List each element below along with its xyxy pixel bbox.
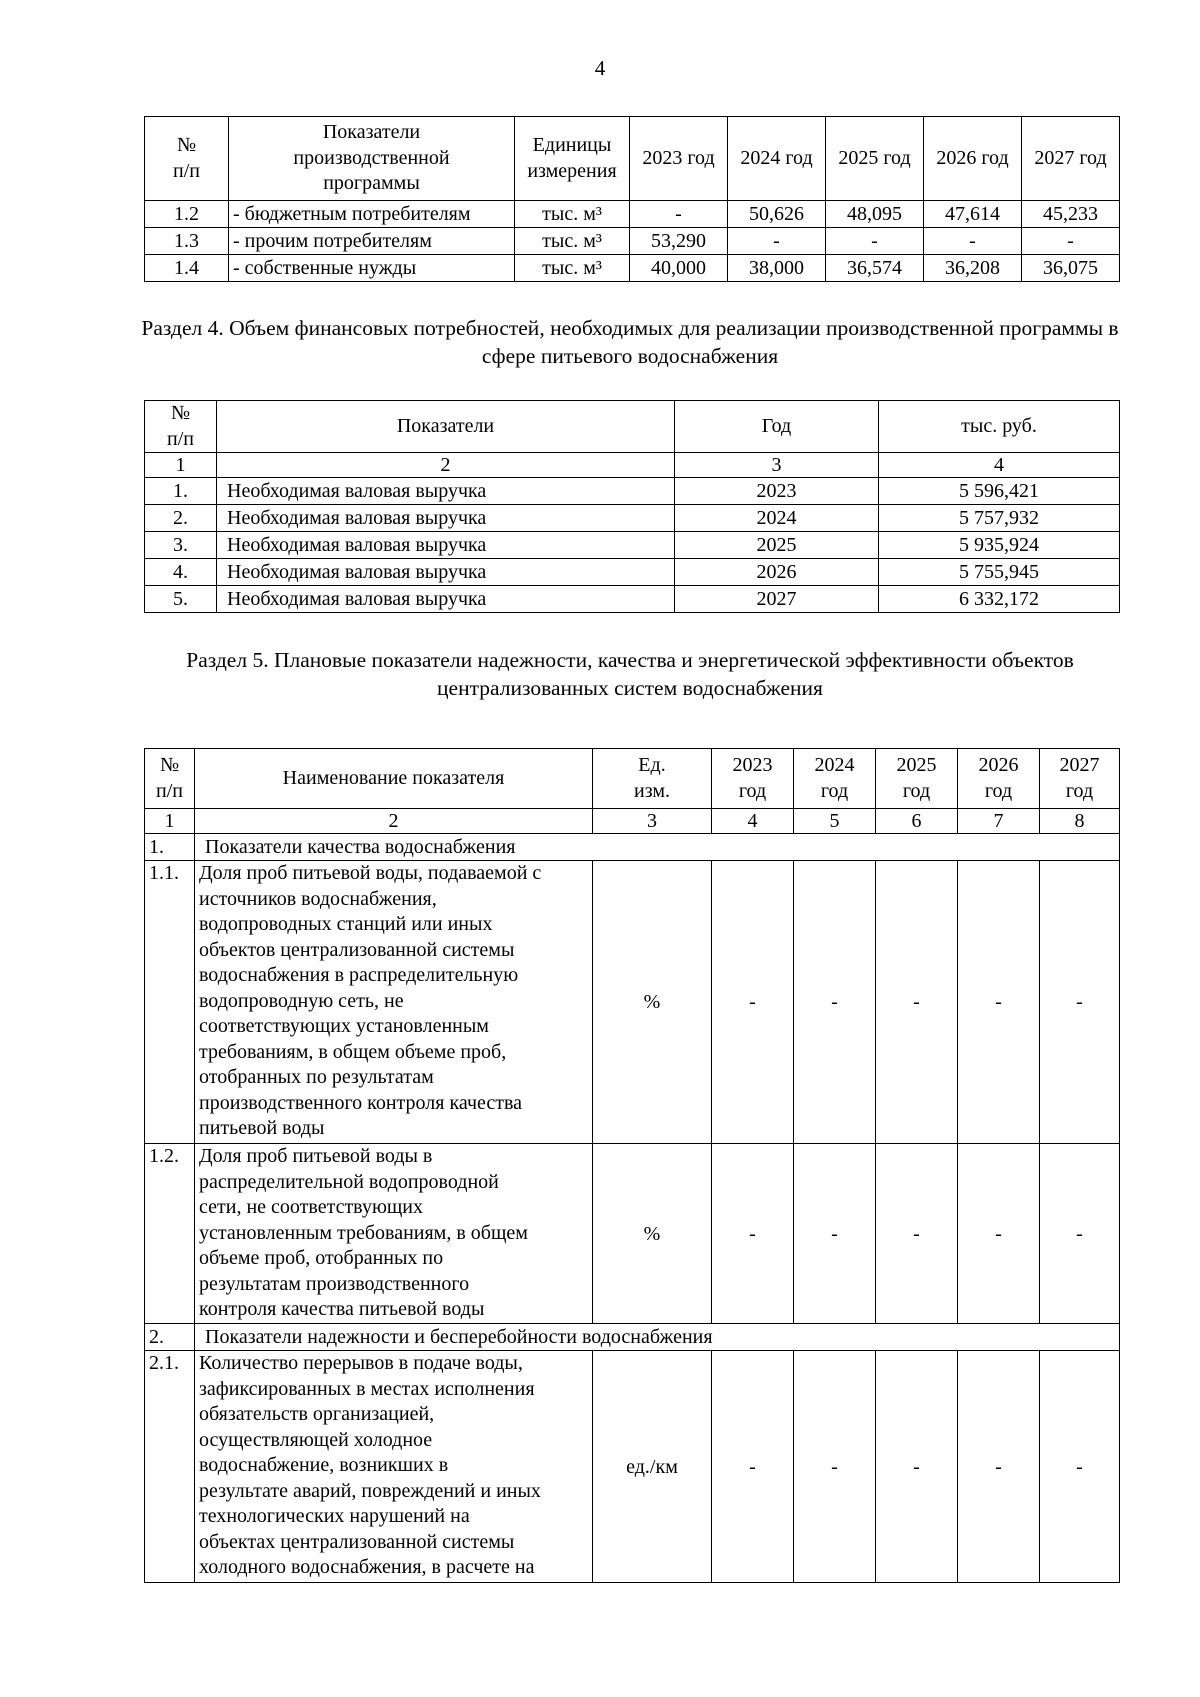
value-2023: -: [712, 1144, 794, 1324]
row-num: 2.1.: [145, 1351, 195, 1583]
row-year: 2026: [675, 559, 879, 586]
header-indicators: Показатели производственной программы: [229, 117, 515, 201]
header-2027: 2027 год: [1040, 749, 1120, 809]
row-num: 1.2: [145, 201, 229, 228]
row-name: - бюджетным потребителям: [229, 201, 515, 228]
row-unit: тыс. м³: [515, 201, 630, 228]
value-2025: -: [876, 861, 958, 1144]
header-indicators: Показатели: [217, 401, 675, 453]
value-2025: 36,574: [826, 255, 924, 282]
value-2025: 48,095: [826, 201, 924, 228]
row-num: 1.2.: [145, 1144, 195, 1324]
group-num: 1.: [145, 834, 195, 861]
table-row: [145, 532, 1120, 559]
value-2027: 45,233: [1022, 201, 1120, 228]
table-row: [145, 478, 1120, 505]
value-2025: -: [876, 1144, 958, 1324]
row-value: 5 755,945: [879, 559, 1120, 586]
value-2026: -: [958, 1144, 1040, 1324]
header-unit: Ед. изм.: [593, 749, 712, 809]
header-num: № п/п: [145, 401, 217, 453]
value-2026: 47,614: [924, 201, 1022, 228]
header-2026: 2026 год: [958, 749, 1040, 809]
value-2027: -: [1022, 228, 1120, 255]
row-unit: тыс. м³: [515, 228, 630, 255]
value-2026: -: [958, 1351, 1040, 1583]
row-num: 4.: [145, 559, 217, 586]
row-year: 2024: [675, 505, 879, 532]
row-unit: тыс. м³: [515, 255, 630, 282]
row-num: 5.: [145, 586, 217, 613]
header-2025: 2025 год: [876, 749, 958, 809]
reliability-indicators-table: [144, 748, 1120, 1583]
group-num: 2.: [145, 1324, 195, 1351]
header-year: Год: [675, 401, 879, 453]
row-year: 2025: [675, 532, 879, 559]
col-number: 7: [958, 809, 1040, 834]
value-2025: -: [826, 228, 924, 255]
col-number: 4: [879, 453, 1120, 478]
col-number: 5: [794, 809, 876, 834]
value-2024: 38,000: [728, 255, 826, 282]
col-number: 3: [593, 809, 712, 834]
value-2026: -: [924, 228, 1022, 255]
row-unit: %: [593, 861, 712, 1144]
table-row: [145, 586, 1120, 613]
value-2023: -: [630, 201, 728, 228]
column-numbers-row: [145, 453, 1120, 478]
col-number: 1: [145, 809, 195, 834]
header-2023: 2023 год: [712, 749, 794, 809]
production-program-table: [144, 116, 1120, 282]
col-number: 2: [217, 453, 675, 478]
column-numbers-row: [145, 809, 1120, 834]
row-num: 1.4: [145, 255, 229, 282]
row-value: 5 757,932: [879, 505, 1120, 532]
row-name: Необходимая валовая выручка: [217, 559, 675, 586]
table-row: [145, 1144, 1120, 1324]
value-2026: 36,208: [924, 255, 1022, 282]
header-thousand-rub: тыс. руб.: [879, 401, 1120, 453]
col-number: 1: [145, 453, 217, 478]
row-value: 6 332,172: [879, 586, 1120, 613]
row-num: 3.: [145, 532, 217, 559]
row-year: 2023: [675, 478, 879, 505]
value-2024: -: [794, 861, 876, 1144]
row-num: 2.: [145, 505, 217, 532]
financial-needs-table: [144, 400, 1120, 613]
value-2024: -: [794, 1144, 876, 1324]
table-row: [145, 228, 1120, 255]
page-number: 4: [594, 56, 606, 80]
col-number: 3: [675, 453, 879, 478]
value-2024: 50,626: [728, 201, 826, 228]
header-indicator-name: Наименование показателя: [195, 749, 593, 809]
row-name: Необходимая валовая выручка: [217, 505, 675, 532]
table-row: [145, 505, 1120, 532]
row-name: Количество перерывов в подаче воды, зафиксированных в местах исполнения обязательств организацией, осуществляющей холодное водоснабжение, возникших в результате аварий, повреждений и иных технологических нарушений на объектах централизованной системы холодного водоснабжения, в расчете на: [195, 1351, 593, 1583]
header-2026: 2026 год: [924, 117, 1022, 201]
value-2023: -: [712, 861, 794, 1144]
header-2023: 2023 год: [630, 117, 728, 201]
table-row: [145, 861, 1120, 1144]
row-name: Необходимая валовая выручка: [217, 532, 675, 559]
row-name: - собственные нужды: [229, 255, 515, 282]
header-num: № п/п: [145, 749, 195, 809]
row-num: 1.: [145, 478, 217, 505]
row-name: Доля проб питьевой воды, подаваемой с источников водоснабжения, водопроводных станций или иных объектов централизованной системы водоснабжения в распределительную водопроводную сеть, не соответствующих установленным требованиям, в общем объеме проб, отобранных по результатам производственного контроля качества питьевой воды: [195, 861, 593, 1144]
value-2027: 36,075: [1022, 255, 1120, 282]
row-year: 2027: [675, 586, 879, 613]
row-value: 5 596,421: [879, 478, 1120, 505]
group-row: [145, 1324, 1120, 1351]
col-number: 6: [876, 809, 958, 834]
row-unit: ед./км: [593, 1351, 712, 1583]
value-2025: -: [876, 1351, 958, 1583]
section5-title: Раздел 5. Плановые показатели надежности, качества и энергетической эффективности объектов централизованных систем водоснабжения: [186, 648, 1074, 700]
table-row: [145, 201, 1120, 228]
table-row: [145, 1351, 1120, 1583]
row-name: - прочим потребителям: [229, 228, 515, 255]
group-name: Показатели качества водоснабжения: [195, 834, 1120, 861]
header-2027: 2027 год: [1022, 117, 1120, 201]
row-num: 1.3: [145, 228, 229, 255]
row-name: Доля проб питьевой воды в распределительной водопроводной сети, не соответствующих установленным требованиям, в общем объеме проб, отобранных по результатам производственного контроля качества питьевой воды: [195, 1144, 593, 1324]
value-2027: -: [1040, 1351, 1120, 1583]
header-units: Единицы измерения: [515, 117, 630, 201]
row-num: 1.1.: [145, 861, 195, 1144]
row-name: Необходимая валовая выручка: [217, 478, 675, 505]
header-2025: 2025 год: [826, 117, 924, 201]
header-2024: 2024 год: [794, 749, 876, 809]
col-number: 4: [712, 809, 794, 834]
header-num: № п/п: [145, 117, 229, 201]
group-name: Показатели надежности и бесперебойности водоснабжения: [195, 1324, 1120, 1351]
row-unit: %: [593, 1144, 712, 1324]
value-2027: -: [1040, 861, 1120, 1144]
table-row: [145, 559, 1120, 586]
header-2024: 2024 год: [728, 117, 826, 201]
value-2026: -: [958, 861, 1040, 1144]
table-row: [145, 255, 1120, 282]
col-number: 2: [195, 809, 593, 834]
group-row: [145, 834, 1120, 861]
value-2024: -: [794, 1351, 876, 1583]
col-number: 8: [1040, 809, 1120, 834]
value-2023: 53,290: [630, 228, 728, 255]
value-2023: -: [712, 1351, 794, 1583]
value-2024: -: [728, 228, 826, 255]
value-2027: -: [1040, 1144, 1120, 1324]
row-value: 5 935,924: [879, 532, 1120, 559]
value-2023: 40,000: [630, 255, 728, 282]
row-name: Необходимая валовая выручка: [217, 586, 675, 613]
section4-title: Раздел 4. Объем финансовых потребностей, необходимых для реализации производственной программы в сфере питьевого водоснабжения: [141, 316, 1119, 368]
